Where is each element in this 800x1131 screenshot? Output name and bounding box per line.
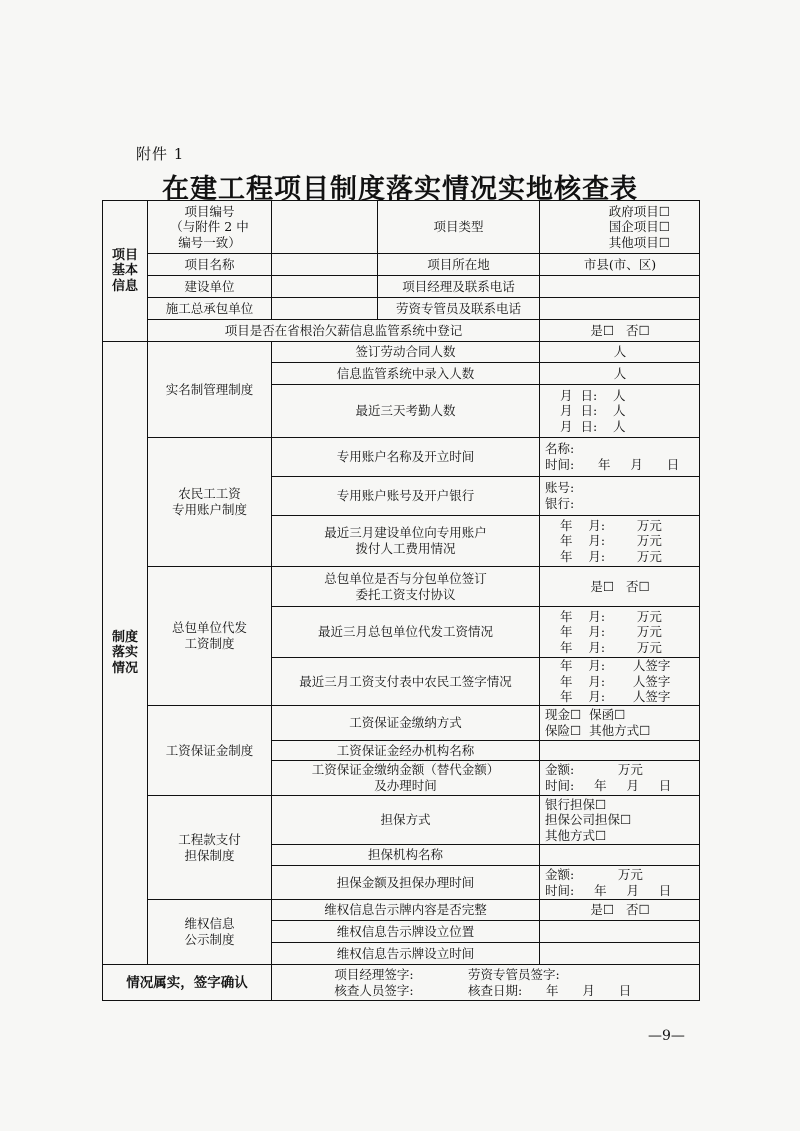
labor-contact-value[interactable] <box>539 297 700 319</box>
guarantee-method-text: 银行担保☐ 担保公司担保☐ 其他方式☐ <box>545 796 632 843</box>
attendance-label: 最近三天考勤人数 <box>271 384 539 437</box>
alloc-label: 最近三月建设单位向专用账户 拨付人工费用情况 <box>271 515 539 566</box>
pm-contact-value[interactable] <box>539 275 700 297</box>
pm-sign-label: 项目经理签字: <box>334 967 414 983</box>
rights-complete-checkbox[interactable]: 是☐ 否☐ <box>539 899 700 920</box>
signature-area[interactable] <box>271 964 700 1001</box>
project-name-value[interactable] <box>271 253 377 275</box>
signature-row-1 <box>280 967 700 983</box>
checklist-table <box>102 200 700 1001</box>
guarantee-amount-label: 担保金额及担保办理时间 <box>271 865 539 899</box>
page-number: —9— <box>648 1028 685 1044</box>
attachment-label: 附件 1 <box>136 145 185 163</box>
deposit-agency-value[interactable] <box>539 740 700 760</box>
paid-value[interactable] <box>539 606 700 657</box>
rights-position-label: 维权信息告示牌设立位置 <box>271 920 539 942</box>
guarantee-method-options[interactable] <box>539 795 700 844</box>
deposit-method-text: 现金☐ 保函☐ 保险☐ 其他方式☐ <box>545 707 651 738</box>
project-location-label: 项目所在地 <box>377 253 539 275</box>
rights-time-value[interactable] <box>539 942 700 964</box>
contracts-value[interactable]: 人 <box>539 341 700 362</box>
acc-name-value[interactable] <box>539 437 700 476</box>
guarantee-method-label: 担保方式 <box>271 795 539 844</box>
acc-name-label: 专用账户名称及开立时间 <box>271 437 539 476</box>
gc-unit-value[interactable] <box>271 297 377 319</box>
acc-no-value[interactable] <box>539 476 700 515</box>
gcpay-system-label: 总包单位代发 工资制度 <box>147 566 271 705</box>
signed-value[interactable] <box>539 657 700 705</box>
build-unit-value[interactable] <box>271 275 377 297</box>
rights-position-value[interactable] <box>539 920 700 942</box>
guarantee-agency-value[interactable] <box>539 844 700 865</box>
guarantee-amount-text: 金额: 万元 时间: 年 月 日 <box>545 866 672 898</box>
rights-time-label: 维权信息告示牌设立时间 <box>271 942 539 964</box>
realname-system-label: 实名制管理制度 <box>147 341 271 437</box>
paid-text: 年 月: 万元 年 月: 万元 年 月: 万元 <box>560 608 662 655</box>
deposit-agency-label: 工资保证金经办机构名称 <box>271 740 539 760</box>
alloc-text: 年 月: 万元 年 月: 万元 年 月: 万元 <box>560 517 662 564</box>
contracts-label: 签订劳动合同人数 <box>271 341 539 362</box>
deposit-method-label: 工资保证金缴纳方式 <box>271 705 539 740</box>
acc-no-label: 专用账户账号及开户银行 <box>271 476 539 515</box>
guarantee-agency-label: 担保机构名称 <box>271 844 539 865</box>
rights-complete-label: 维权信息告示牌内容是否完整 <box>271 899 539 920</box>
signature-row-2 <box>280 983 700 999</box>
guarantee-system-label: 工程款支付 担保制度 <box>147 795 271 899</box>
recorded-value[interactable]: 人 <box>539 362 700 384</box>
page-title: 在建工程项目制度落实情况实地核查表 <box>162 174 638 205</box>
rights-system-label: 维权信息 公示制度 <box>147 899 271 964</box>
project-no-value[interactable] <box>271 200 377 253</box>
labor-contact-label: 劳资专管员及联系电话 <box>377 297 539 319</box>
gc-unit-label: 施工总承包单位 <box>147 297 271 319</box>
section-system: 制度 落实 情况 <box>102 341 147 964</box>
project-name-label: 项目名称 <box>147 253 271 275</box>
project-type-options[interactable]: 政府项目☐ 国企项目☐ 其他项目☐ <box>539 200 700 253</box>
guarantee-amount-value[interactable] <box>539 865 700 899</box>
checker-sign-label: 核查人员签字: <box>334 983 414 998</box>
attendance-text: 月 日: 人 月 日: 人 月 日: 人 <box>560 387 626 434</box>
deposit-amount-label: 工资保证金缴纳金额（替代金额） 及办理时间 <box>271 760 539 795</box>
recorded-label: 信息监管系统中录入人数 <box>271 362 539 384</box>
agreement-checkbox[interactable]: 是☐ 否☐ <box>539 566 700 606</box>
labor-sign-label: 劳资专管员签字: <box>468 967 560 983</box>
agreement-label: 总包单位是否与分包单位签订 委托工资支付协议 <box>271 566 539 606</box>
build-unit-label: 建设单位 <box>147 275 271 297</box>
deposit-system-label: 工资保证金制度 <box>147 705 271 795</box>
acc-name-text: 名称: 时间: 年 月 日 <box>545 441 680 472</box>
project-type-label: 项目类型 <box>377 200 539 253</box>
section-basic-info: 项目 基本 信息 <box>102 200 147 341</box>
check-date-label: 核查日期: 年 月 日 <box>468 983 632 998</box>
deposit-amount-text: 金额: 万元 时间: 年 月 日 <box>545 762 672 793</box>
project-location-value[interactable]: 市县(市、区) <box>539 253 700 275</box>
alloc-value[interactable] <box>539 515 700 566</box>
signed-label: 最近三月工资支付表中农民工签字情况 <box>271 657 539 705</box>
acc-no-text: 账号: 银行: <box>545 480 575 511</box>
registered-checkbox[interactable]: 是☐ 否☐ <box>539 319 700 341</box>
paid-label: 最近三月总包单位代发工资情况 <box>271 606 539 657</box>
deposit-amount-value[interactable] <box>539 760 700 795</box>
pm-contact-label: 项目经理及联系电话 <box>377 275 539 297</box>
project-no-label: 项目编号 （与附件 2 中 编号一致） <box>147 200 271 253</box>
account-system-label: 农民工工资 专用账户制度 <box>147 437 271 566</box>
deposit-method-options[interactable] <box>539 705 700 740</box>
registered-label: 项目是否在省根治欠薪信息监管系统中登记 <box>147 319 539 341</box>
confirm-label: 情况属实，签字确认 <box>102 964 271 1001</box>
signed-text: 年 月: 人签字 年 月: 人签字 年 月: 人签字 <box>560 658 671 705</box>
attendance-value[interactable] <box>539 384 700 437</box>
